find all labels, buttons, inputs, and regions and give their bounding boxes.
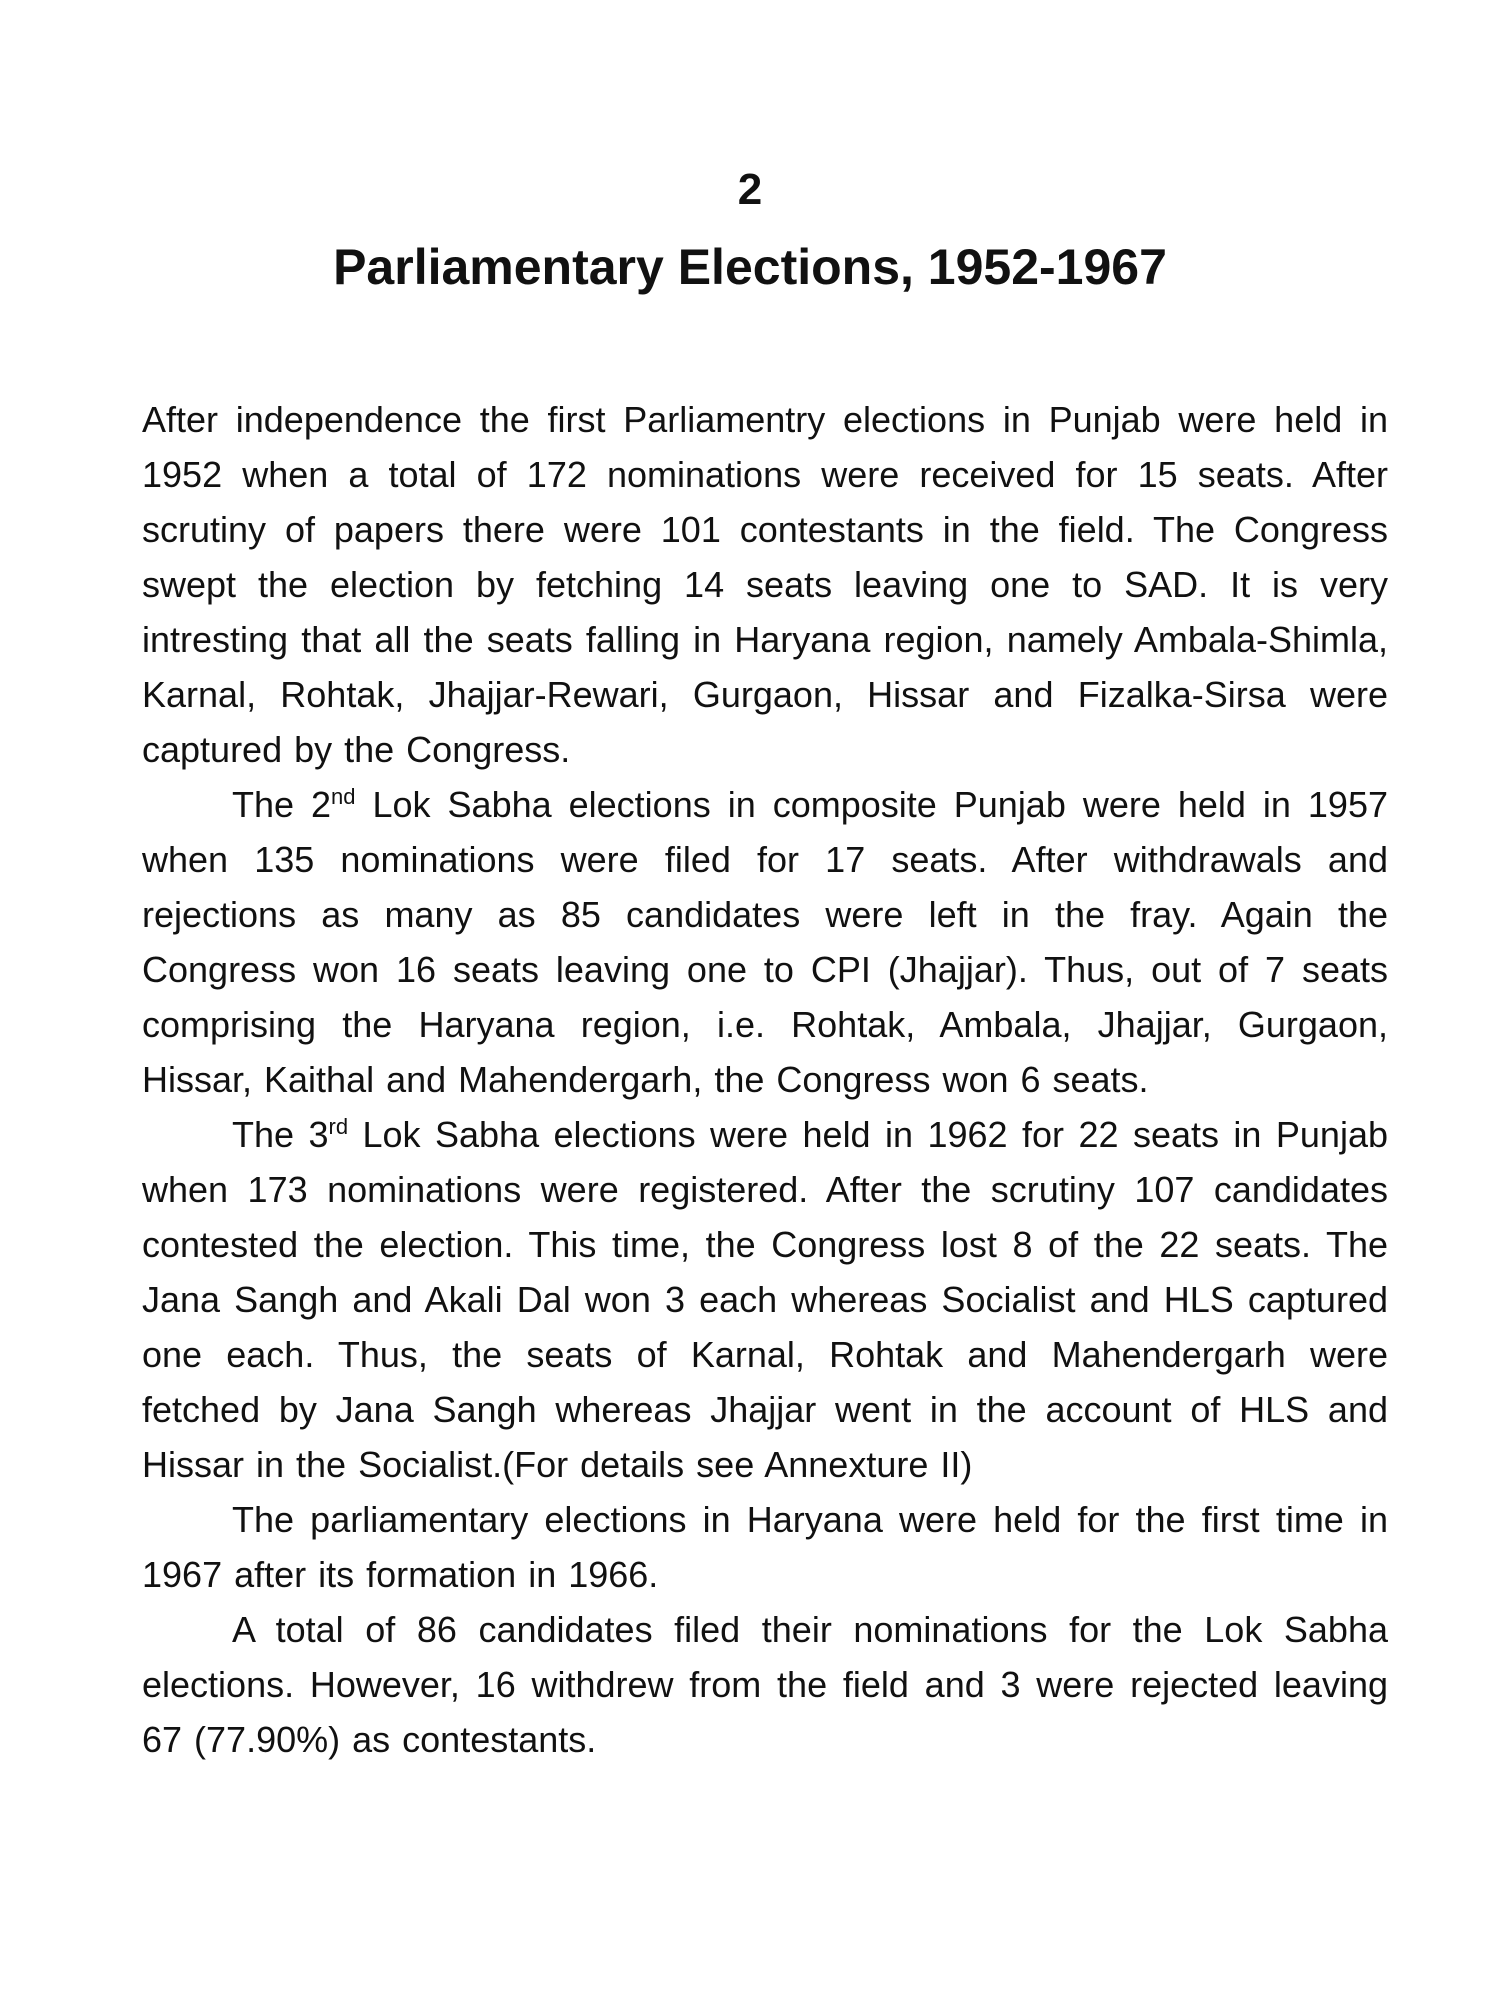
paragraph-text: The 2 <box>232 784 332 825</box>
paragraph-1967-elections: The parliamentary elections in Haryana were held for the first time in 1967 after its formation in 1966. <box>142 1499 1388 1595</box>
body-text <box>142 392 1388 1767</box>
paragraph-1957-elections <box>142 777 1388 1107</box>
paragraph-text: Lok Sabha elections in composite Punjab were held in 1957 when 135 nominations were filed for 17 seats. After withdrawals and rejections as many as 85 candidates were left in the fray. Again the Congress won 16 seats leaving one to CPI (Jhajjar). Thus, out of 7 seats comprising the Haryana region, i.e. Rohtak, Ambala, Jhajjar, Gurgaon, Hissar, Kaithal and Mahendergarh, the Congress won 6 seats. <box>142 784 1388 1100</box>
paragraph-nominations: A total of 86 candidates filed their nominations for the Lok Sabha elections. However, 16 withdrew from the field and 3 were rejected leaving 67 (77.90%) as contestants. <box>142 1609 1388 1760</box>
paragraph-1962-elections <box>142 1107 1388 1492</box>
ordinal-suffix: rd <box>328 1114 349 1139</box>
chapter-number: 2 <box>737 165 763 214</box>
paragraph-1952-elections: After independence the first Parliamentry elections in Punjab were held in 1952 when a total of 172 nominations were received for 15 seats. After scrutiny of papers there were 101 contestants in the field. The Congress swept the election by fetching 14 seats leaving one to SAD. It is very intresting that all the seats falling in Haryana region, namely Ambala-Shimla, Karnal, Rohtak, Jhajjar-Rewari, Gurgaon, Hissar and Fizalka-Sirsa were captured by the Congress. <box>142 399 1388 770</box>
paragraph-text: The 3 <box>232 1114 329 1155</box>
ordinal-suffix: nd <box>331 784 356 809</box>
chapter-title: Parliamentary Elections, 1952-1967 <box>333 239 1167 295</box>
paragraph-text: Lok Sabha elections were held in 1962 for 22 seats in Punjab when 173 nominations were registered. After the scrutiny 107 candidates contested the election. This time, the Congress lost 8 of the 22 seats. The Jana Sangh and Akali Dal won 3 each whereas Socialist and HLS captured one each. Thus, the seats of Karnal, Rohtak and Mahendergarh were fetched by Jana Sangh whereas Jhajjar went in the account of HLS and Hissar in the Socialist.(For details see Annexture II) <box>142 1114 1388 1485</box>
